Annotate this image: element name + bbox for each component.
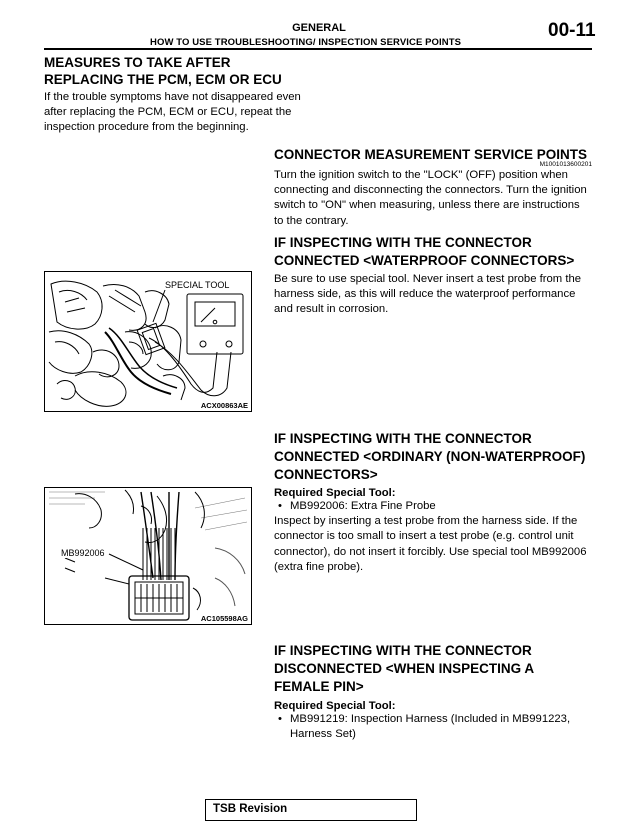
connector-points-body-line: to the contrary. [274,214,349,227]
ordinary-body-line: connector), do not insert it forcibly. Use special tool MB992006 [274,545,587,558]
connector-points-ref: M1001013600201 [539,161,592,168]
connector-points-section [274,146,594,229]
connector-points-body-line: connecting and disconnecting the connectors. Turn the ignition [274,184,587,197]
disconnected-heading-line: IF INSPECTING WITH THE CONNECTOR [274,643,532,658]
connector-points-heading: CONNECTOR MEASUREMENT SERVICE POINTS [274,147,588,162]
disconnected-heading-line: DISCONNECTED <WHEN INSPECTING A [274,661,535,676]
waterproof-body-line: harness side, as this will reduce the waterproof performance [274,288,576,301]
disconnected-bullet [274,712,596,727]
ordinary-bullet-text: MB992006: Extra Fine Probe [290,500,436,512]
ordinary-bullet [274,499,596,514]
disconnected-section [274,642,596,742]
waterproof-body-line: and result in corrosion. [274,303,389,316]
ordinary-figure [44,487,252,625]
measures-body-line: after replacing the PCM, ECM or ECU, repeat the [44,106,292,119]
connector-points-body-line: Turn the ignition switch to the "LOCK" (OFF) position when [274,169,568,181]
ordinary-heading-line: CONNECTORS> [274,467,378,482]
figure-code: AC105598AG [200,614,248,623]
tsb-revision-box [205,799,417,821]
header-section-title: GENERAL [292,22,346,34]
disconnected-bullet-text-line1: MB991219: Inspection Harness (Included in MB991223, [290,713,571,725]
connector-points-body-line: switch to "ON" when measuring, unless there are instructions [274,199,580,212]
engine-harness-illustration [45,272,251,411]
header-rule [44,48,592,50]
measures-body-line: If the trouble symptoms have not disappeared even [44,91,301,103]
mb992006-label: MB992006 [61,548,105,558]
page-number: 00-11 [548,20,596,41]
waterproof-section [274,234,594,318]
measures-body-line: inspection procedure from the beginning. [44,121,249,134]
waterproof-body-line: Be sure to use special tool. Never insert a test probe from the [274,273,582,285]
measures-heading-line1: MEASURES TO TAKE AFTER [44,55,231,70]
waterproof-figure [44,271,252,412]
ordinary-heading-line: CONNECTED <ORDINARY (NON-WATERPROOF) [274,449,586,464]
ordinary-body-line: connector is too small to insert a test probe (e.g. control unit [274,530,574,543]
tsb-revision-label: TSB Revision [213,803,288,815]
figure-code: ACX00863AE [200,401,248,410]
ordinary-tool-label: Required Special Tool: [274,487,396,499]
ordinary-heading-line: IF INSPECTING WITH THE CONNECTOR [274,431,532,446]
disconnected-heading-line: FEMALE PIN> [274,679,364,694]
waterproof-heading-line: CONNECTED <WATERPROOF CONNECTORS> [274,253,575,268]
header-subtitle: HOW TO USE TROUBLESHOOTING/ INSPECTION SERVICE POINTS [150,37,462,48]
measures-section [44,54,344,136]
disconnected-tool-label: Required Special Tool: [274,700,396,712]
bullet-icon: • [278,500,282,512]
ordinary-section [274,430,596,575]
special-tool-label: SPECIAL TOOL [165,280,230,290]
bullet-icon: • [278,713,282,725]
waterproof-heading-line: IF INSPECTING WITH THE CONNECTOR [274,235,532,250]
measures-heading-line2: REPLACING THE PCM, ECM OR ECU [44,72,282,87]
disconnected-bullet-continuation: Harness Set) [290,728,356,741]
ordinary-body-line: Inspect by inserting a test probe from the harness side. If the [274,515,578,528]
ordinary-body-line: (extra fine probe). [274,560,364,573]
